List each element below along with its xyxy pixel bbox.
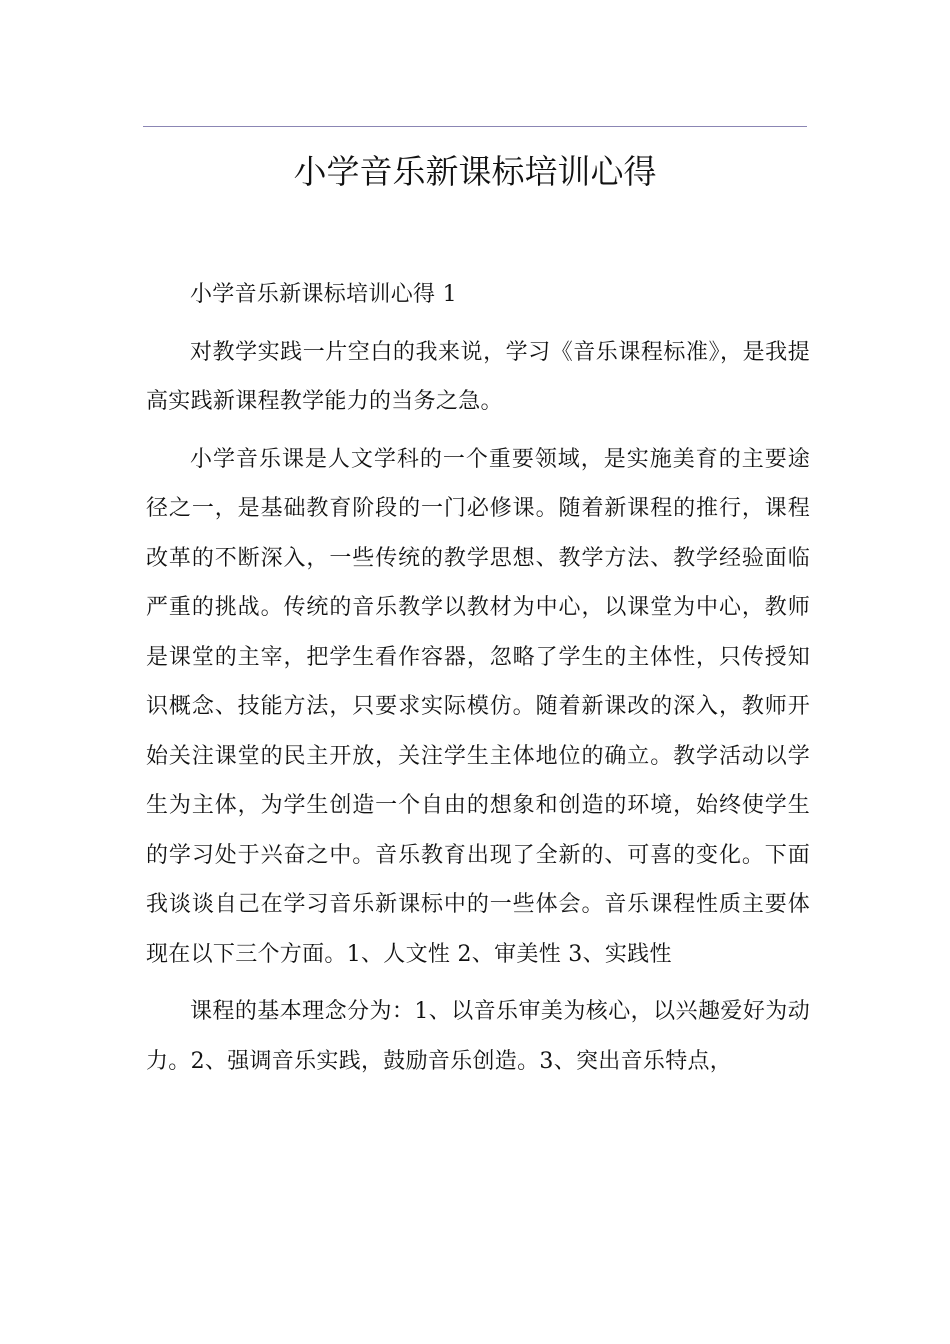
paragraph-3: 课程的基本理念分为：1、以音乐审美为核心，以兴趣爱好为动力。2、强调音乐实践，鼓励音乐创造。3、突出音乐特点，: [146, 999, 810, 1074]
section-heading: 小学音乐新课标培训心得 1: [190, 282, 457, 307]
document-body: [146, 270, 810, 1086]
document-title: 小学音乐新课标培训心得: [293, 152, 657, 191]
paragraph-1: 对教学实践一片空白的我来说，学习《音乐课程标准》，是我提高实践新课程教学能力的当务之急。: [146, 339, 810, 414]
header-rule: [143, 126, 807, 127]
paragraph-2: 小学音乐课是人文学科的一个重要领域，是实施美育的主要途径之一，是基础教育阶段的一门必修课。随着新课程的推行，课程改革的不断深入，一些传统的教学思想、教学方法、教学经验面临严重的挑战。传统的音乐教学以教材为中心，以课堂为中心，教师是课堂的主宰，把学生看作容器，忽略了学生的主体性，只传授知识概念、技能方法，只要求实际模仿。随着新课改的深入，教师开始关注课堂的民主开放，关注学生主体地位的确立。教学活动以学生为主体，为学生创造一个自由的想象和创造的环境，始终使学生的学习处于兴奋之中。音乐教育出现了全新的、可喜的变化。下面我谈谈自己在学习音乐新课标中的一些体会。音乐课程性质主要体现在以下三个方面。1、人文性 2、审美性 3、实践性: [146, 446, 810, 967]
